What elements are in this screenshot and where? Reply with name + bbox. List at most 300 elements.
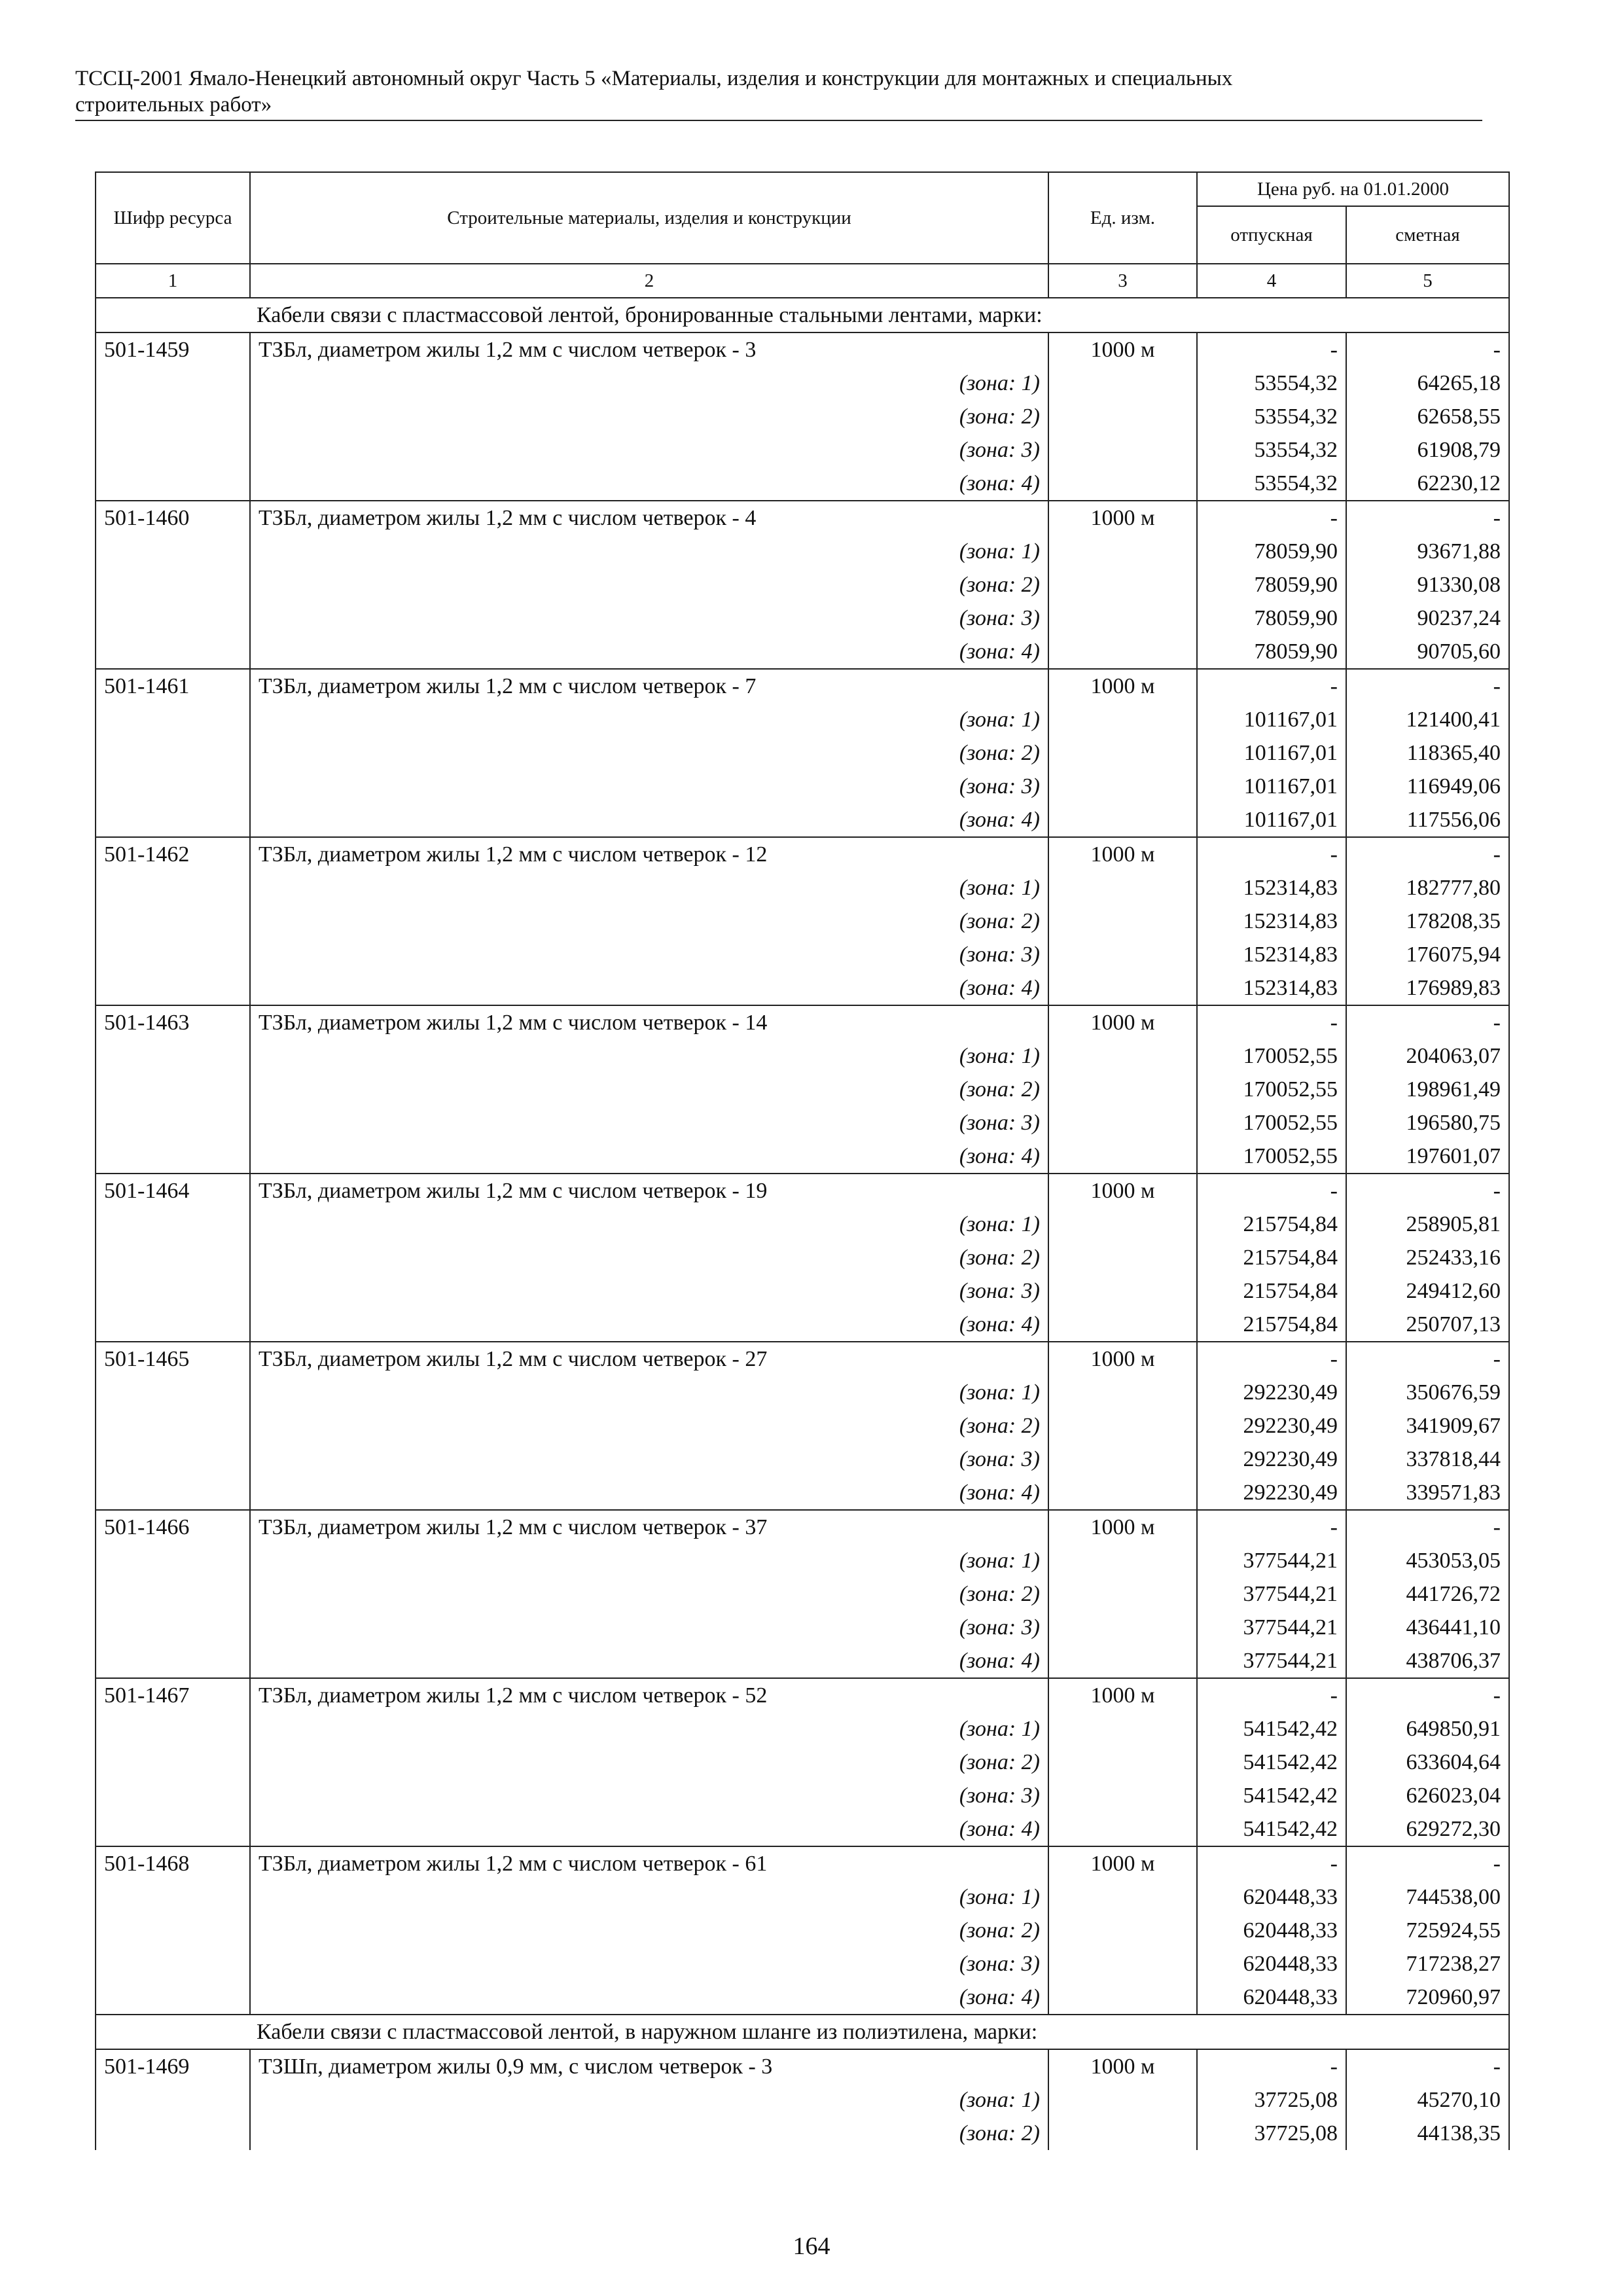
zone-label-cell: [250, 1308, 1048, 1342]
price-estimate-cell: 633604,64: [1346, 1746, 1509, 1779]
price-estimate-cell: 117556,06: [1346, 803, 1509, 837]
price-release-cell: 101167,01: [1197, 770, 1346, 803]
resource-code-cell: [96, 871, 250, 905]
zone-row: [96, 1779, 1509, 1812]
zone-row: [96, 400, 1509, 433]
unit-cell-cell: [1048, 1476, 1197, 1510]
resource-row: [96, 837, 1509, 871]
section-title: Кабели связи с пластмассовой лентой, в наружном шланге из полиэтилена, марки:: [96, 2015, 1509, 2049]
resource-row: [96, 1678, 1509, 1712]
unit-cell-cell: [1048, 803, 1197, 837]
resource-row: [96, 501, 1509, 535]
zone-label-cell: [250, 770, 1048, 803]
zone-row: [96, 736, 1509, 770]
zone-row: [96, 601, 1509, 635]
unit-cell-cell: [1048, 871, 1197, 905]
resource-row: [96, 1174, 1509, 1208]
zone-label-cell: [250, 535, 1048, 568]
zone-row: [96, 1106, 1509, 1139]
zone-row: [96, 1712, 1509, 1746]
price-release-cell: 152314,83: [1197, 871, 1346, 905]
price-release-cell: 541542,42: [1197, 1746, 1346, 1779]
zone-row: [96, 905, 1509, 938]
zone-label-cell: [250, 1241, 1048, 1274]
resource-code-cell: 501-1460: [96, 501, 250, 535]
price-estimate-cell: 62230,12: [1346, 467, 1509, 501]
zone-label: (зона: 2): [959, 1246, 1040, 1270]
zone-label: (зона: 3): [959, 1111, 1040, 1135]
unit-cell-cell: [1048, 703, 1197, 736]
zone-label: (зона: 3): [959, 606, 1040, 630]
price-estimate-cell: 252433,16: [1346, 1241, 1509, 1274]
zone-label: (зона: 3): [959, 1447, 1040, 1471]
header-line-1: ТССЦ-2001 Ямало-Ненецкий автономный округ Часть 5 «Материалы, изделия и конструкции для монтажных и специальных: [75, 67, 1233, 90]
header-price-estimate: сметная: [1346, 206, 1509, 264]
zone-label-cell: [250, 871, 1048, 905]
zone-row: [96, 1443, 1509, 1476]
price-estimate-cell: 717238,27: [1346, 1947, 1509, 1981]
zone-label: (зона: 1): [959, 1212, 1040, 1236]
price-release-cell: -: [1197, 332, 1346, 367]
zone-label-cell: [250, 1208, 1048, 1241]
resource-name-cell: ТЗБл, диаметром жилы 1,2 мм с числом четверок - 3: [250, 332, 1048, 367]
price-estimate-cell: 197601,07: [1346, 1139, 1509, 1174]
price-release-cell: 541542,42: [1197, 1712, 1346, 1746]
unit-cell-cell: [1048, 367, 1197, 400]
zone-label-cell: [250, 1409, 1048, 1443]
price-release-cell: 78059,90: [1197, 635, 1346, 669]
zone-label: (зона: 3): [959, 1784, 1040, 1808]
unit-cell-cell: [1048, 2083, 1197, 2117]
price-release-cell: -: [1197, 501, 1346, 535]
price-release-cell: 215754,84: [1197, 1241, 1346, 1274]
zone-label-cell: [250, 1644, 1048, 1678]
resource-code-cell: [96, 1376, 250, 1409]
resource-name-cell: ТЗБл, диаметром жилы 1,2 мм с числом четверок - 19: [250, 1174, 1048, 1208]
resource-row: [96, 1846, 1509, 1880]
zone-label: (зона: 1): [959, 1044, 1040, 1068]
zone-row: [96, 1039, 1509, 1073]
price-release-cell: -: [1197, 1846, 1346, 1880]
zone-label: (зона: 3): [959, 438, 1040, 462]
zone-label-cell: [250, 635, 1048, 669]
zone-label: (зона: 3): [959, 1952, 1040, 1976]
resource-code-cell: [96, 1241, 250, 1274]
zone-label: (зона: 1): [959, 1549, 1040, 1573]
resource-code-cell: [96, 1914, 250, 1947]
unit-cell-cell: 1000 м: [1048, 669, 1197, 703]
zone-label-cell: [250, 400, 1048, 433]
resource-code-cell: [96, 467, 250, 501]
price-release-cell: 53554,32: [1197, 400, 1346, 433]
zone-label: (зона: 4): [959, 1312, 1040, 1336]
price-release-cell: 620448,33: [1197, 1914, 1346, 1947]
price-release-cell: 541542,42: [1197, 1779, 1346, 1812]
zone-label: (зона: 3): [959, 1279, 1040, 1303]
zone-label: (зона: 1): [959, 539, 1040, 564]
zone-row: [96, 535, 1509, 568]
unit-cell-cell: [1048, 1274, 1197, 1308]
price-estimate-cell: 61908,79: [1346, 433, 1509, 467]
zone-label: (зона: 2): [959, 1918, 1040, 1943]
zone-label-cell: [250, 971, 1048, 1005]
resource-code-cell: [96, 535, 250, 568]
price-estimate-cell: -: [1346, 332, 1509, 367]
price-release-cell: -: [1197, 1174, 1346, 1208]
zone-label: (зона: 4): [959, 1144, 1040, 1168]
price-release-cell: 541542,42: [1197, 1812, 1346, 1846]
zone-label: (зона: 4): [959, 471, 1040, 495]
resource-code-cell: 501-1462: [96, 837, 250, 871]
resource-code-cell: [96, 1746, 250, 1779]
zone-row: [96, 1241, 1509, 1274]
unit-cell-cell: [1048, 1880, 1197, 1914]
zone-row: [96, 971, 1509, 1005]
resource-row: [96, 1342, 1509, 1376]
zone-label: (зона: 4): [959, 976, 1040, 1000]
unit-cell-cell: [1048, 1409, 1197, 1443]
header-price-release: отпускная: [1197, 206, 1346, 264]
resource-code-cell: 501-1469: [96, 2049, 250, 2083]
zone-row: [96, 1914, 1509, 1947]
resource-code-cell: [96, 938, 250, 971]
zone-row: [96, 1139, 1509, 1174]
zone-label-cell: [250, 736, 1048, 770]
price-release-cell: 377544,21: [1197, 1644, 1346, 1678]
unit-cell-cell: [1048, 1443, 1197, 1476]
zone-row: [96, 1880, 1509, 1914]
resource-code-cell: [96, 1880, 250, 1914]
zone-row: [96, 803, 1509, 837]
unit-cell-cell: [1048, 1746, 1197, 1779]
price-estimate-cell: -: [1346, 1342, 1509, 1376]
zone-label-cell: [250, 2117, 1048, 2150]
price-release-cell: 170052,55: [1197, 1106, 1346, 1139]
resource-name-cell: ТЗБл, диаметром жилы 1,2 мм с числом четверок - 37: [250, 1510, 1048, 1544]
zone-label: (зона: 4): [959, 1649, 1040, 1673]
table-body: [96, 298, 1509, 2150]
resource-code-cell: [96, 1409, 250, 1443]
resource-row: [96, 1510, 1509, 1544]
zone-row: [96, 635, 1509, 669]
unit-cell-cell: [1048, 400, 1197, 433]
price-estimate-cell: -: [1346, 1510, 1509, 1544]
unit-cell-cell: [1048, 1208, 1197, 1241]
resource-code-cell: [96, 2117, 250, 2150]
price-release-cell: 152314,83: [1197, 938, 1346, 971]
price-estimate-cell: 629272,30: [1346, 1812, 1509, 1846]
unit-cell-cell: [1048, 1139, 1197, 1174]
resource-code-cell: [96, 1106, 250, 1139]
price-release-cell: -: [1197, 2049, 1346, 2083]
price-estimate-cell: 720960,97: [1346, 1981, 1509, 2015]
zone-row: [96, 1073, 1509, 1106]
resource-code-cell: 501-1465: [96, 1342, 250, 1376]
resource-code-cell: [96, 1308, 250, 1342]
price-estimate-cell: 176989,83: [1346, 971, 1509, 1005]
zone-row: [96, 1308, 1509, 1342]
price-estimate-cell: 45270,10: [1346, 2083, 1509, 2117]
price-release-cell: 152314,83: [1197, 905, 1346, 938]
zone-label-cell: [250, 1274, 1048, 1308]
unit-cell-cell: 1000 м: [1048, 1678, 1197, 1712]
unit-cell-cell: [1048, 568, 1197, 601]
unit-cell-cell: 1000 м: [1048, 501, 1197, 535]
resource-code-cell: [96, 1476, 250, 1510]
price-estimate-cell: -: [1346, 1174, 1509, 1208]
price-estimate-cell: 337818,44: [1346, 1443, 1509, 1476]
zone-label: (зона: 2): [959, 1414, 1040, 1438]
price-estimate-cell: -: [1346, 837, 1509, 871]
header-line-2: строительных работ»: [75, 93, 272, 117]
unit-cell-cell: 1000 м: [1048, 1342, 1197, 1376]
price-release-cell: 170052,55: [1197, 1073, 1346, 1106]
price-release-cell: 620448,33: [1197, 1947, 1346, 1981]
price-release-cell: 101167,01: [1197, 803, 1346, 837]
zone-label: (зона: 1): [959, 1717, 1040, 1741]
price-estimate-cell: 178208,35: [1346, 905, 1509, 938]
zone-label-cell: [250, 367, 1048, 400]
col-number-5: 5: [1346, 264, 1509, 298]
price-release-cell: -: [1197, 669, 1346, 703]
unit-cell-cell: [1048, 1644, 1197, 1678]
zone-label-cell: [250, 1914, 1048, 1947]
price-estimate-cell: 64265,18: [1346, 367, 1509, 400]
price-release-cell: 170052,55: [1197, 1039, 1346, 1073]
unit-cell-cell: 1000 м: [1048, 1174, 1197, 1208]
zone-label-cell: [250, 433, 1048, 467]
zone-row: [96, 1376, 1509, 1409]
price-release-cell: -: [1197, 1005, 1346, 1039]
zone-row: [96, 2083, 1509, 2117]
price-release-cell: 292230,49: [1197, 1476, 1346, 1510]
price-estimate-cell: -: [1346, 1678, 1509, 1712]
resource-code-cell: [96, 1577, 250, 1611]
zone-row: [96, 1746, 1509, 1779]
resource-name-cell: ТЗБл, диаметром жилы 1,2 мм с числом четверок - 4: [250, 501, 1048, 535]
table-header: [96, 172, 1509, 298]
resource-code-cell: [96, 1208, 250, 1241]
unit-cell-cell: [1048, 938, 1197, 971]
price-release-cell: 215754,84: [1197, 1274, 1346, 1308]
price-release-cell: 215754,84: [1197, 1308, 1346, 1342]
price-release-cell: 620448,33: [1197, 1981, 1346, 2015]
price-estimate-cell: 91330,08: [1346, 568, 1509, 601]
section-row: [96, 298, 1509, 332]
price-estimate-cell: 204063,07: [1346, 1039, 1509, 1073]
unit-cell-cell: [1048, 1779, 1197, 1812]
price-estimate-cell: 176075,94: [1346, 938, 1509, 971]
price-estimate-cell: 118365,40: [1346, 736, 1509, 770]
zone-label: (зона: 2): [959, 404, 1040, 429]
price-estimate-cell: 258905,81: [1346, 1208, 1509, 1241]
resource-code-cell: [96, 1812, 250, 1846]
price-release-cell: 53554,32: [1197, 367, 1346, 400]
zone-label-cell: [250, 1139, 1048, 1174]
zone-label-cell: [250, 1611, 1048, 1644]
resource-row: [96, 332, 1509, 367]
zone-label: (зона: 3): [959, 1615, 1040, 1640]
resource-code-cell: [96, 736, 250, 770]
price-estimate-cell: 196580,75: [1346, 1106, 1509, 1139]
unit-cell-cell: [1048, 971, 1197, 1005]
resource-code-cell: [96, 971, 250, 1005]
resource-name-cell: ТЗБл, диаметром жилы 1,2 мм с числом четверок - 12: [250, 837, 1048, 871]
price-estimate-cell: 649850,91: [1346, 1712, 1509, 1746]
resource-code-cell: [96, 635, 250, 669]
price-release-cell: 377544,21: [1197, 1544, 1346, 1577]
zone-label-cell: [250, 1746, 1048, 1779]
unit-cell-cell: 1000 м: [1048, 1510, 1197, 1544]
zone-label-cell: [250, 803, 1048, 837]
zone-label: (зона: 1): [959, 371, 1040, 395]
zone-row: [96, 1812, 1509, 1846]
col-number-1: 1: [96, 264, 250, 298]
resource-code-cell: [96, 1073, 250, 1106]
price-release-cell: 377544,21: [1197, 1611, 1346, 1644]
section-row: [96, 2015, 1509, 2049]
section-title: Кабели связи с пластмассовой лентой, бронированные стальными лентами, марки:: [96, 298, 1509, 332]
price-release-cell: 78059,90: [1197, 535, 1346, 568]
price-estimate-cell: 626023,04: [1346, 1779, 1509, 1812]
price-release-cell: -: [1197, 1678, 1346, 1712]
resource-code-cell: [96, 2083, 250, 2117]
zone-row: [96, 467, 1509, 501]
zone-label-cell: [250, 1812, 1048, 1846]
zone-row: [96, 1274, 1509, 1308]
price-table: [95, 171, 1510, 2150]
zone-label: (зона: 2): [959, 909, 1040, 933]
price-estimate-cell: -: [1346, 1005, 1509, 1039]
price-release-cell: 101167,01: [1197, 703, 1346, 736]
price-release-cell: 53554,32: [1197, 433, 1346, 467]
price-estimate-cell: 250707,13: [1346, 1308, 1509, 1342]
zone-row: [96, 1409, 1509, 1443]
unit-cell-cell: [1048, 1376, 1197, 1409]
price-release-cell: 37725,08: [1197, 2083, 1346, 2117]
page-number: 164: [793, 2233, 830, 2260]
price-release-cell: -: [1197, 837, 1346, 871]
resource-name-cell: ТЗБл, диаметром жилы 1,2 мм с числом четверок - 52: [250, 1678, 1048, 1712]
unit-cell-cell: 1000 м: [1048, 332, 1197, 367]
price-release-cell: 37725,08: [1197, 2117, 1346, 2150]
unit-cell-cell: [1048, 1981, 1197, 2015]
resource-code-cell: [96, 568, 250, 601]
resource-code-cell: [96, 433, 250, 467]
price-release-cell: 215754,84: [1197, 1208, 1346, 1241]
zone-label: (зона: 1): [959, 1380, 1040, 1405]
unit-cell-cell: [1048, 770, 1197, 803]
resource-code-cell: [96, 1644, 250, 1678]
price-estimate-cell: 725924,55: [1346, 1914, 1509, 1947]
zone-label-cell: [250, 1712, 1048, 1746]
unit-cell-cell: [1048, 1812, 1197, 1846]
zone-row: [96, 1947, 1509, 1981]
zone-label: (зона: 4): [959, 808, 1040, 832]
resource-row: [96, 669, 1509, 703]
price-estimate-cell: 44138,35: [1346, 2117, 1509, 2150]
header-name: Строительные материалы, изделия и конструкции: [250, 172, 1048, 264]
resource-name-cell: ТЗБл, диаметром жилы 1,2 мм с числом четверок - 27: [250, 1342, 1048, 1376]
unit-cell-cell: [1048, 1712, 1197, 1746]
resource-code-cell: [96, 400, 250, 433]
price-estimate-cell: 182777,80: [1346, 871, 1509, 905]
resource-code-cell: [96, 1274, 250, 1308]
price-estimate-cell: -: [1346, 501, 1509, 535]
unit-cell-cell: [1048, 1241, 1197, 1274]
price-estimate-cell: 350676,59: [1346, 1376, 1509, 1409]
unit-cell-cell: [1048, 1914, 1197, 1947]
unit-cell-cell: [1048, 905, 1197, 938]
resource-code-cell: [96, 1139, 250, 1174]
resource-name-cell: ТЗБл, диаметром жилы 1,2 мм с числом четверок - 61: [250, 1846, 1048, 1880]
unit-cell-cell: [1048, 601, 1197, 635]
header-code: Шифр ресурса: [96, 172, 250, 264]
price-estimate-cell: 249412,60: [1346, 1274, 1509, 1308]
zone-row: [96, 703, 1509, 736]
zone-label: (зона: 2): [959, 1750, 1040, 1774]
zone-label: (зона: 2): [959, 573, 1040, 597]
unit-cell-cell: 1000 м: [1048, 2049, 1197, 2083]
unit-cell-cell: 1000 м: [1048, 837, 1197, 871]
zone-label: (зона: 1): [959, 2088, 1040, 2112]
unit-cell-cell: [1048, 535, 1197, 568]
unit-cell-cell: [1048, 1947, 1197, 1981]
zone-row: [96, 1208, 1509, 1241]
zone-label-cell: [250, 1544, 1048, 1577]
header-divider: [75, 120, 1482, 121]
zone-label: (зона: 3): [959, 774, 1040, 798]
zone-row: [96, 1577, 1509, 1611]
resource-code-cell: [96, 1611, 250, 1644]
price-release-cell: 170052,55: [1197, 1139, 1346, 1174]
zone-row: [96, 1981, 1509, 2015]
zone-row: [96, 433, 1509, 467]
price-release-cell: -: [1197, 1510, 1346, 1544]
resource-code-cell: [96, 1039, 250, 1073]
zone-row: [96, 1476, 1509, 1510]
zone-row: [96, 568, 1509, 601]
price-estimate-cell: -: [1346, 2049, 1509, 2083]
unit-cell-cell: [1048, 433, 1197, 467]
zone-label-cell: [250, 1981, 1048, 2015]
resource-code-cell: [96, 905, 250, 938]
price-release-cell: 377544,21: [1197, 1577, 1346, 1611]
zone-label-cell: [250, 1039, 1048, 1073]
col-number-4: 4: [1197, 264, 1346, 298]
zone-label-cell: [250, 703, 1048, 736]
resource-code-cell: [96, 601, 250, 635]
zone-label-cell: [250, 601, 1048, 635]
zone-label-cell: [250, 1476, 1048, 1510]
zone-label-cell: [250, 938, 1048, 971]
unit-cell-cell: [1048, 467, 1197, 501]
price-release-cell: 292230,49: [1197, 1409, 1346, 1443]
price-release-cell: 78059,90: [1197, 601, 1346, 635]
price-estimate-cell: -: [1346, 669, 1509, 703]
price-estimate-cell: 341909,67: [1346, 1409, 1509, 1443]
resource-row: [96, 1005, 1509, 1039]
price-release-cell: 53554,32: [1197, 467, 1346, 501]
zone-row: [96, 871, 1509, 905]
price-release-cell: -: [1197, 1342, 1346, 1376]
price-estimate-cell: 744538,00: [1346, 1880, 1509, 1914]
zone-label: (зона: 4): [959, 1480, 1040, 1505]
resource-name-cell: ТЗБл, диаметром жилы 1,2 мм с числом четверок - 14: [250, 1005, 1048, 1039]
price-estimate-cell: 453053,05: [1346, 1544, 1509, 1577]
unit-cell-cell: 1000 м: [1048, 1846, 1197, 1880]
zone-label-cell: [250, 1106, 1048, 1139]
